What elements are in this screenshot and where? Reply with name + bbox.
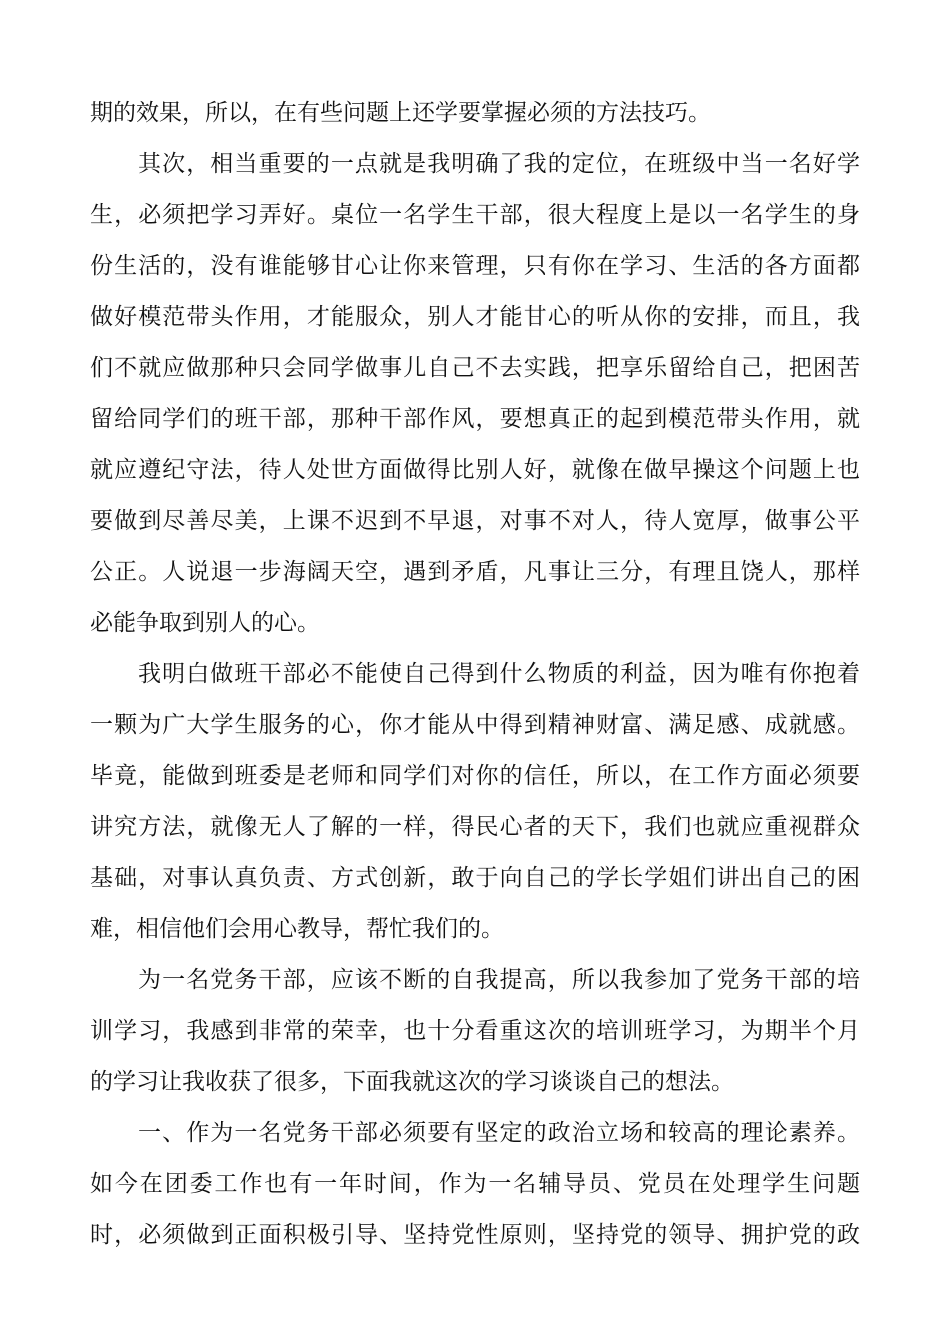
text-line: 我明白做班干部必不能使自己得到什么物质的利益，因为唯有你抱着 [138,661,860,687]
text-line: 留给同学们的班干部，那种干部作风，要想真正的起到模范带头作用，就 [90,406,860,432]
text-line: 期的效果，所以，在有些问题上还学要掌握必须的方法技巧。 [90,100,711,126]
paragraph-2 [90,139,860,649]
paragraph-3 [90,649,860,955]
paragraph-5 [90,1108,860,1261]
text-line: 基础，对事认真负责、方式创新，敢于向自己的学长学姐们讲出自己的困 [90,865,860,891]
text-line: 份生活的，没有谁能够甘心让你来管理，只有你在学习、生活的各方面都 [90,253,860,279]
text-line: 必能争取到别人的心。 [90,610,320,636]
text-line: 做好模范带头作用，才能服众，别人才能甘心的听从你的安排，而且，我 [90,304,860,330]
text-line: 时，必须做到正面积极引导、坚持党性原则，坚持党的领导、拥护党的政 [90,1222,860,1248]
text-line: 公正。人说退一步海阔天空，遇到矛盾，凡事让三分，有理且饶人，那样 [90,559,860,585]
text-line: 讲究方法，就像无人了解的一样，得民心者的天下，我们也就应重视群众 [90,814,860,840]
text-line: 一、作为一名党务干部必须要有坚定的政治立场和较高的理论素养。 [138,1120,860,1146]
text-line: 就应遵纪守法，待人处世方面做得比别人好，就像在做早操这个问题上也 [90,457,860,483]
text-line: 要做到尽善尽美，上课不迟到不早退，对事不对人，待人宽厚，做事公平 [90,508,860,534]
text-line: 如今在团委工作也有一年时间，作为一名辅导员、党员在处理学生问题 [90,1171,860,1197]
text-line: 生，必须把学习弄好。桌位一名学生干部，很大程度上是以一名学生的身 [90,202,860,228]
text-line: 们不就应做那种只会同学做事儿自己不去实践，把享乐留给自己，把困苦 [90,355,860,381]
text-line: 其次，相当重要的一点就是我明确了我的定位，在班级中当一名好学 [138,151,860,177]
text-line: 为一名党务干部，应该不断的自我提高，所以我参加了党务干部的培 [138,967,860,993]
text-line: 毕竟，能做到班委是老师和同学们对你的信任，所以，在工作方面必须要 [90,763,860,789]
text-line: 训学习，我感到非常的荣幸，也十分看重这次的培训班学习，为期半个月 [90,1018,860,1044]
paragraph-1 [90,88,860,139]
text-line: 一颗为广大学生服务的心，你才能从中得到精神财富、满足感、成就感。 [90,712,860,738]
paragraph-4 [90,955,860,1108]
text-line: 难，相信他们会用心教导，帮忙我们的。 [90,916,504,942]
text-line: 的学习让我收获了很多，下面我就这次的学习谈谈自己的想法。 [90,1069,734,1095]
